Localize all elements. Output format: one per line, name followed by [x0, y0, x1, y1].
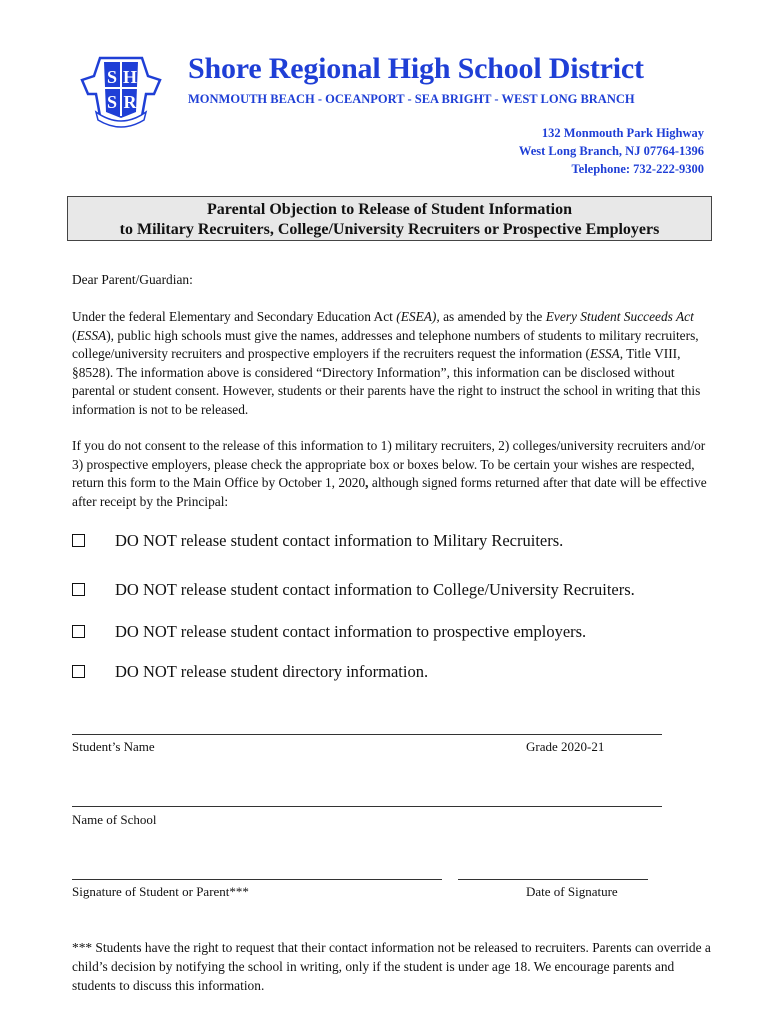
checkbox[interactable]: [72, 534, 85, 547]
address-city: West Long Branch, NJ 07764-1396: [518, 144, 704, 158]
option-label: DO NOT release student contact information to prospective employers.: [115, 622, 587, 641]
telephone: Telephone: 732-222-9300: [571, 162, 704, 176]
date-line[interactable]: [458, 879, 648, 880]
form-title-box: [67, 196, 712, 241]
school-district-name: Shore Regional High School District: [188, 52, 644, 85]
option-label: DO NOT release student contact information to Military Recruiters.: [115, 531, 564, 550]
district-towns: MONMOUTH BEACH - OCEANPORT - SEA BRIGHT - WEST LONG BRANCH: [188, 92, 635, 106]
form-title-line1: Parental Objection to Release of Student Information: [207, 201, 572, 218]
district-crest-logo: [80, 50, 162, 128]
option-label: DO NOT release student directory information.: [115, 662, 429, 681]
option-military-recruiters[interactable]: [72, 531, 563, 551]
school-name-label: Name of School: [72, 812, 157, 827]
paragraph-esea: Under the federal Elementary and Secondary Education Act (ESEA), as amended by the Every Student Succeeds Act (ESSA), public high schools must give the names, addresses and telephone numbers of students to military recruiters, college/university recruiters and prospective employers if the recruiters request the information (ESSA, Title VIII, §8528). The information above is considered “Directory Information”, this information can be disclosed without parental or student consent. However, students or their parents have the right to instruct the school in writing that this information is not to be released.: [72, 309, 701, 417]
checkbox[interactable]: [72, 583, 85, 596]
school-name-line[interactable]: [72, 806, 662, 807]
option-directory-information[interactable]: [72, 662, 428, 682]
option-label: DO NOT release student contact information to College/University Recruiters.: [115, 580, 635, 599]
student-name-line[interactable]: [72, 734, 662, 735]
crest-letter: S: [106, 92, 118, 112]
address-street: 132 Monmouth Park Highway: [541, 126, 704, 140]
signature-label: Signature of Student or Parent***: [72, 884, 249, 899]
footnote: *** Students have the right to request that their contact information not be released to recruiters. Parents can override a child’s decision by notifying the school in writing, only if the student is under age 18. We encourage parents and students to discuss this information.: [72, 940, 711, 993]
salutation: Dear Parent/Guardian:: [72, 272, 193, 287]
signature-line[interactable]: [72, 879, 442, 880]
grade-label: Grade 2020-21: [526, 739, 605, 754]
form-title-line2: to Military Recruiters, College/University Recruiters or Prospective Employers: [119, 221, 660, 238]
option-college-recruiters[interactable]: [72, 580, 635, 600]
checkbox[interactable]: [72, 625, 85, 638]
crest-letter: R: [123, 92, 137, 112]
option-prospective-employers[interactable]: [72, 622, 586, 642]
date-label: Date of Signature: [526, 884, 618, 899]
paragraph-consent: If you do not consent to the release of this information to 1) military recruiters, 2) colleges/university recruiters and/or 3) prospective employers, please check the appropriate box or boxes below. To be certain your wishes are respected, return this form to the Main Office by October 1, 2020, although signed forms returned after that date will be effective after receipt by the Principal:: [72, 438, 707, 509]
student-name-label: Student’s Name: [72, 739, 155, 754]
crest-letter: H: [122, 67, 138, 87]
crest-letter: S: [106, 67, 118, 87]
checkbox[interactable]: [72, 665, 85, 678]
